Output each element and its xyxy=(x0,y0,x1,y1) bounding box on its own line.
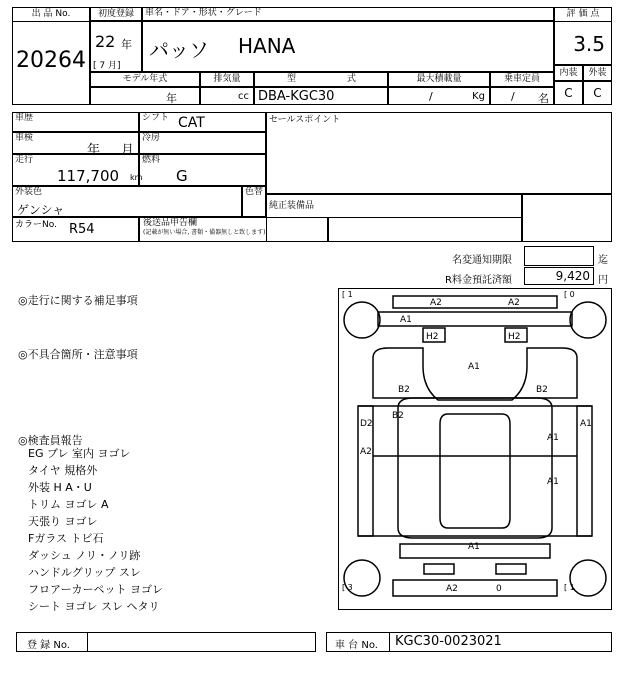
report-line: 外装 H A・U xyxy=(28,481,92,494)
model-year-value: 年 xyxy=(90,87,200,105)
mark-front-panel: A1 xyxy=(400,315,412,325)
inspector-report-label: ◎検査員報告 xyxy=(18,434,83,447)
exterior-grade: C xyxy=(583,81,612,105)
mark-fender-right: B2 xyxy=(536,385,548,395)
mark-fender-left: B2 xyxy=(398,385,410,395)
type-label: 型 式 xyxy=(254,72,388,87)
equipment-side-box xyxy=(522,194,612,242)
mark-door-front-right-edge: A1 xyxy=(580,419,592,429)
mileage-box: 走行 117,700 km xyxy=(12,154,139,186)
chassis-number: KGC30-0023021 xyxy=(395,634,502,649)
taillight-left xyxy=(424,564,454,574)
color-no-box: カラーNo. R54 xyxy=(12,217,139,242)
max-load-label: 最大積載量 xyxy=(388,72,490,87)
reg-year: 22 xyxy=(95,32,116,51)
inspector-report-list xyxy=(28,445,298,615)
history-box: 車歴 xyxy=(12,112,139,132)
car-name-label: 車名・ドア・形状・グレード xyxy=(142,7,554,21)
corner-br: [ 1 xyxy=(564,583,575,592)
report-line: Fガラス トビ石 xyxy=(28,532,104,545)
report-line: EG ブレ 室内 ヨゴレ xyxy=(28,447,131,460)
diagram-frame xyxy=(339,289,612,610)
score-label: 評 価 点 xyxy=(555,8,611,22)
exterior-label: 外装 xyxy=(583,65,612,81)
report-line: ダッシュ ノリ・ノリ跡 xyxy=(28,549,141,562)
repaint-box: 色替 xyxy=(242,186,266,217)
front-bumper xyxy=(393,296,557,308)
name-change-unit: 迄 xyxy=(598,255,608,266)
mark-pillar-left: B2 xyxy=(392,411,404,421)
roof xyxy=(440,414,510,528)
tire-front-left xyxy=(344,302,380,338)
max-load-value: / Kg xyxy=(388,87,490,105)
recycle-value-box: 9,420 xyxy=(524,267,594,285)
capacity-label: 乗車定員 xyxy=(490,72,554,87)
capacity-value: / 名 xyxy=(490,87,554,105)
car-name-box xyxy=(142,21,554,72)
defects-label: ◎不具合箇所・注意事項 xyxy=(18,348,138,361)
report-line: タイヤ 規格外 xyxy=(28,464,98,477)
mark-headlight-right: H2 xyxy=(508,332,521,342)
name-change-label: 名変通知期限 xyxy=(452,255,512,266)
tire-rear-right xyxy=(570,560,606,596)
recycle-unit: 円 xyxy=(598,275,608,286)
reg-month: [ 7 月] xyxy=(93,61,121,71)
mark-door-front-right: A1 xyxy=(547,433,559,443)
mark-roof-rear: A1 xyxy=(468,542,480,552)
corner-bl: [ 3 xyxy=(342,583,353,592)
driving-notes-label: ◎走行に関する補足事項 xyxy=(18,294,138,307)
mark-door-rear-left: A2 xyxy=(360,447,372,457)
interior-label: 内装 xyxy=(554,65,583,81)
report-line: シート ヨゴレ スレ ヘタリ xyxy=(28,600,160,613)
color-box: 外装色 ゲンシャ xyxy=(12,186,242,217)
score-box xyxy=(554,7,612,65)
reg-no-box: 登 録 No. xyxy=(16,632,316,652)
name-change-value xyxy=(524,246,594,266)
score-value: 3.5 xyxy=(573,32,605,56)
rear-bumper xyxy=(393,580,557,596)
chassis-box: 車 台 No. KGC30-0023021 xyxy=(326,632,612,652)
car-damage-diagram xyxy=(338,288,612,610)
mark-hood: A1 xyxy=(468,362,480,372)
mark-rear-bumper-left: A2 xyxy=(446,584,458,594)
report-line: トリム ヨゴレ A xyxy=(28,498,109,511)
cabin xyxy=(398,398,552,538)
report-line: ハンドルグリップ スレ xyxy=(28,566,141,579)
ac-box: 冷房 xyxy=(139,132,266,154)
report-line: 天張り ヨゴレ xyxy=(28,515,98,528)
lot-number-box xyxy=(12,7,90,105)
taillight-right xyxy=(496,564,526,574)
mark-front-bumper-right: A2 xyxy=(508,298,520,308)
inspection-box: 車検 年 月 xyxy=(12,132,139,154)
car-name: パッソ xyxy=(149,38,209,62)
displacement-value: cc xyxy=(200,87,254,105)
car-grade: HANA xyxy=(238,34,296,58)
corner-tl: [ 1 xyxy=(342,290,353,299)
lot-number: 20264 xyxy=(16,48,86,73)
first-reg-box xyxy=(90,21,142,72)
sales-point-box: セールスポイント xyxy=(266,112,612,194)
recycle-label: R料金預託済額 xyxy=(445,275,512,286)
report-line: フロアーカーペット ヨゴレ xyxy=(28,583,163,596)
model-code: DBA-KGC30 xyxy=(254,87,388,105)
mark-door-front-left: D2 xyxy=(360,419,373,429)
aftermarket-value-box xyxy=(328,217,522,242)
corner-tr: [ 0 xyxy=(564,290,575,299)
lot-number-label: 出 品 No. xyxy=(13,8,89,22)
model-year-label: モデル年式 xyxy=(90,72,200,87)
displacement-label: 排気量 xyxy=(200,72,254,87)
mark-door-rear-right: A1 xyxy=(547,477,559,487)
equipment-box: 純正装備品 xyxy=(266,194,522,242)
mark-front-bumper-left: A2 xyxy=(430,298,442,308)
fuel-box: 燃料 G xyxy=(139,154,266,186)
side-body xyxy=(358,406,592,536)
aftermarket-box: 後送品申告欄 (記載が無い場合, 書類・備器無しと致します) xyxy=(139,217,328,242)
shift-box: シフト CAT xyxy=(139,112,266,132)
tire-front-right xyxy=(570,302,606,338)
reg-year-unit: 年 xyxy=(121,38,132,51)
mark-rear-bumper-mid: 0 xyxy=(496,584,502,594)
mark-headlight-left: H2 xyxy=(426,332,439,342)
first-reg-label: 初度登録 xyxy=(90,7,142,21)
interior-grade: C xyxy=(554,81,583,105)
